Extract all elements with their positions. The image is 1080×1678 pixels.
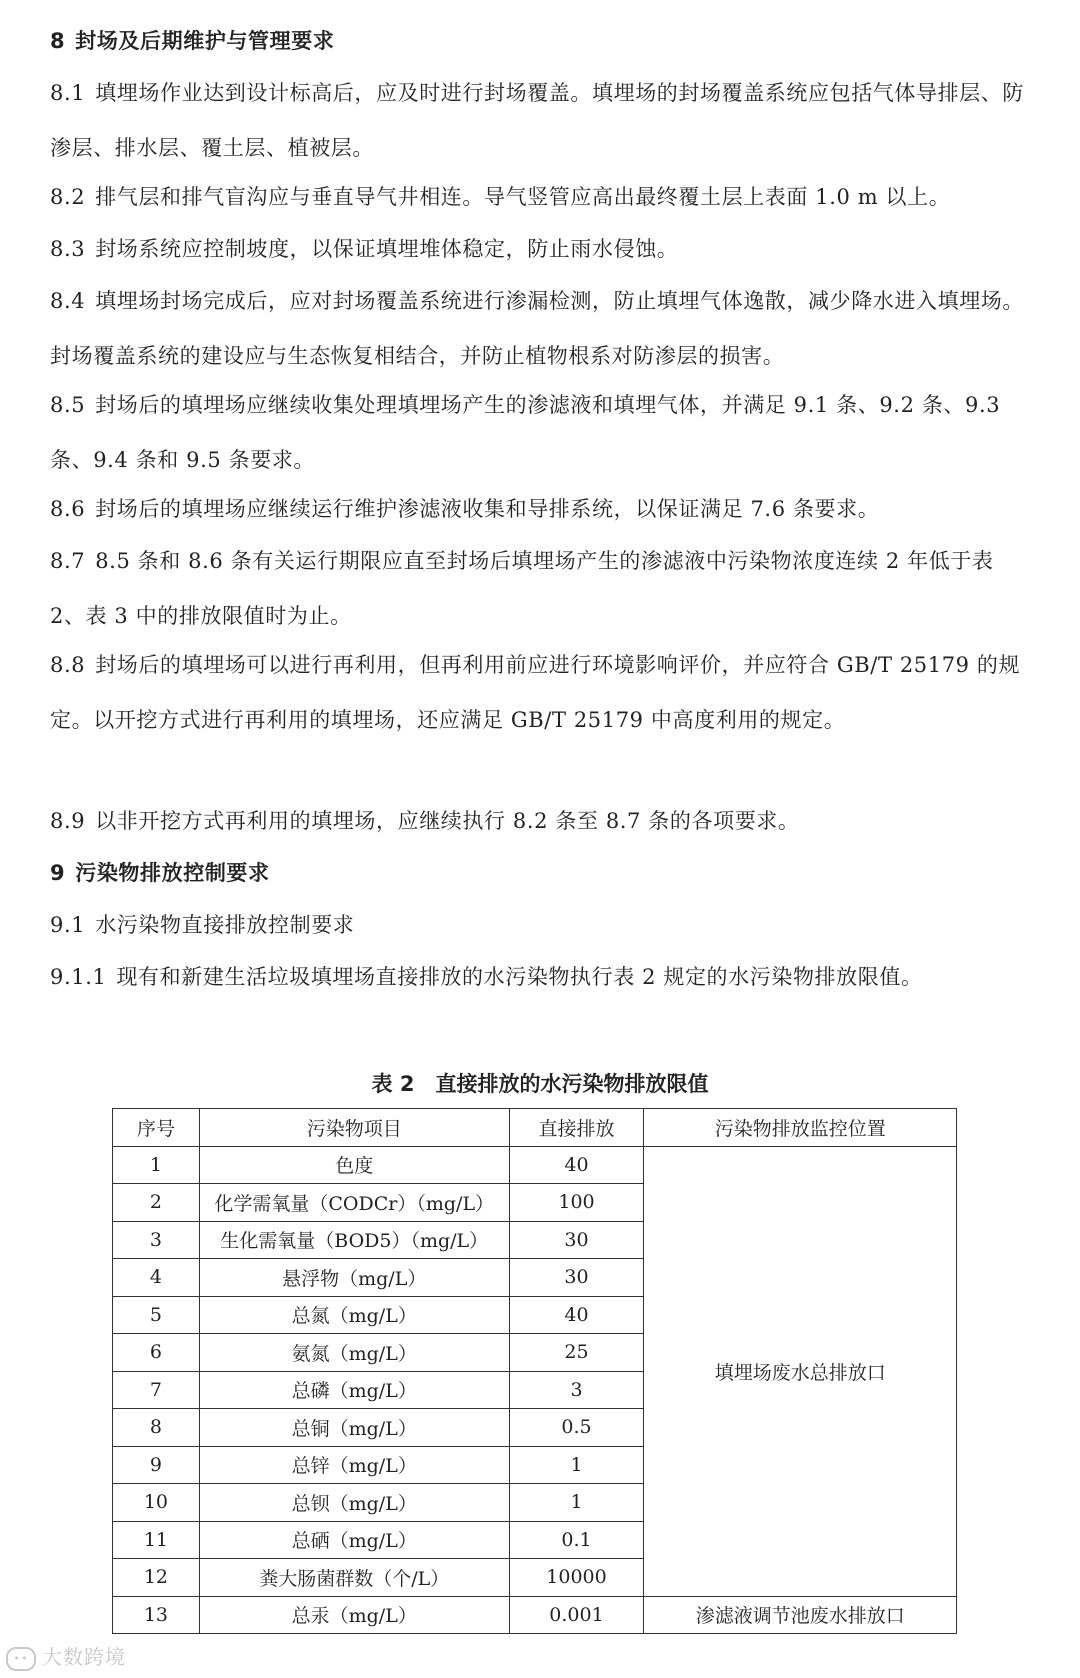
row-item: 色度 [199, 1146, 509, 1184]
clause-8-1: 8.1 填埋场作业达到设计标高后，应及时进行封场覆盖。填埋场的封场覆盖系统应包括气体导排层、防渗层、排水层、覆土层、植被层。 [50, 81, 1024, 160]
row-no: 9 [113, 1446, 200, 1484]
row-value: 100 [509, 1184, 644, 1222]
row-no: 12 [113, 1559, 200, 1597]
row-value: 0.5 [509, 1409, 644, 1447]
table-title: 表 2 直接排放的水污染物排放限值 [371, 1072, 709, 1096]
row-no: 2 [113, 1184, 200, 1222]
header-item: 污染物项目 [199, 1109, 509, 1147]
watermark-logo-icon: •• [6, 1647, 36, 1671]
row-no: 8 [113, 1409, 200, 1447]
row-value: 30 [509, 1259, 644, 1297]
row-item: 氨氮（mg/L） [199, 1334, 509, 1372]
row-item: 总铜（mg/L） [199, 1409, 509, 1447]
row-item: 总磷（mg/L） [199, 1371, 509, 1409]
row-value: 10000 [509, 1559, 644, 1597]
row-value: 40 [509, 1296, 644, 1334]
row-value: 30 [509, 1221, 644, 1259]
row-no: 6 [113, 1334, 200, 1372]
row-item: 总锌（mg/L） [199, 1446, 509, 1484]
clause-9-1: 9.1 水污染物直接排放控制要求 [50, 913, 355, 937]
clause-8-3: 8.3 封场系统应控制坡度，以保证填埋堆体稳定，防止雨水侵蚀。 [50, 237, 679, 261]
table-header-row [113, 1109, 957, 1147]
row-item: 化学需氧量（CODCr）（mg/L） [199, 1184, 509, 1222]
row-value: 3 [509, 1371, 644, 1409]
section-heading-9: 9 污染物排放控制要求 [50, 861, 270, 885]
row-item: 总硒（mg/L） [199, 1521, 509, 1559]
row-item: 悬浮物（mg/L） [199, 1259, 509, 1297]
row-no: 11 [113, 1521, 200, 1559]
clause-8-6: 8.6 封场后的填埋场应继续运行维护渗滤液收集和导排系统，以保证满足 7.6 条要求。 [50, 497, 880, 521]
clause-8-8: 8.8 封场后的填埋场可以进行再利用，但再利用前应进行环境影响评价，并应符合 GB/T 25179 的规定。以开挖方式进行再利用的填埋场，还应满足 GB/T 25179 中高度利用的规定。 [50, 653, 1021, 732]
row-no: 10 [113, 1484, 200, 1522]
row-no: 1 [113, 1146, 200, 1184]
header-no: 序号 [113, 1109, 200, 1147]
header-location: 污染物排放监控位置 [644, 1109, 957, 1147]
row-value: 25 [509, 1334, 644, 1372]
row-item: 总钡（mg/L） [199, 1484, 509, 1522]
row-item: 粪大肠菌群数（个/L） [199, 1559, 509, 1597]
monitoring-location-leachate: 渗滤液调节池废水排放口 [644, 1596, 957, 1634]
watermark [6, 1641, 126, 1671]
clause-8-5: 8.5 封场后的填埋场应继续收集处理填埋场产生的渗滤液和填埋气体，并满足 9.1 条、9.2 条、9.3 条、9.4 条和 9.5 条要求。 [50, 393, 1001, 472]
row-value: 0.1 [509, 1521, 644, 1559]
monitoring-location-main: 填埋场废水总排放口 [644, 1146, 957, 1596]
watermark-text: 大数跨境 [42, 1645, 126, 1669]
row-value: 1 [509, 1446, 644, 1484]
section-heading-8: 8 封场及后期维护与管理要求 [50, 29, 335, 53]
row-value: 0.001 [509, 1596, 644, 1634]
row-no: 7 [113, 1371, 200, 1409]
row-value: 1 [509, 1484, 644, 1522]
emission-limits-table [112, 1108, 957, 1634]
row-no: 13 [113, 1596, 200, 1634]
row-no: 3 [113, 1221, 200, 1259]
clause-8-9: 8.9 以非开挖方式再利用的填埋场，应继续执行 8.2 条至 8.7 条的各项要求。 [50, 809, 800, 833]
row-value: 40 [509, 1146, 644, 1184]
clause-8-7: 8.7 8.5 条和 8.6 条有关运行期限应直至封场后填埋场产生的渗滤液中污染物浓度连续 2 年低于表 2、表 3 中的排放限值时为止。 [50, 549, 994, 628]
row-item: 总氮（mg/L） [199, 1296, 509, 1334]
clause-8-4: 8.4 填埋场封场完成后，应对封场覆盖系统进行渗漏检测，防止填埋气体逸散，减少降水进入填埋场。封场覆盖系统的建设应与生态恢复相结合，并防止植物根系对防渗层的损害。 [50, 289, 1024, 368]
row-no: 5 [113, 1296, 200, 1334]
header-value: 直接排放 [509, 1109, 644, 1147]
row-no: 4 [113, 1259, 200, 1297]
table-row [113, 1146, 957, 1184]
table-row [113, 1596, 957, 1634]
row-item: 生化需氧量（BOD5）（mg/L） [199, 1221, 509, 1259]
clause-9-1-1: 9.1.1 现有和新建生活垃圾填埋场直接排放的水污染物执行表 2 规定的水污染物排放限值。 [50, 965, 923, 989]
row-item: 总汞（mg/L） [199, 1596, 509, 1634]
clause-8-2: 8.2 排气层和排气盲沟应与垂直导气井相连。导气竖管应高出最终覆土层上表面 1.0 m 以上。 [50, 185, 951, 209]
